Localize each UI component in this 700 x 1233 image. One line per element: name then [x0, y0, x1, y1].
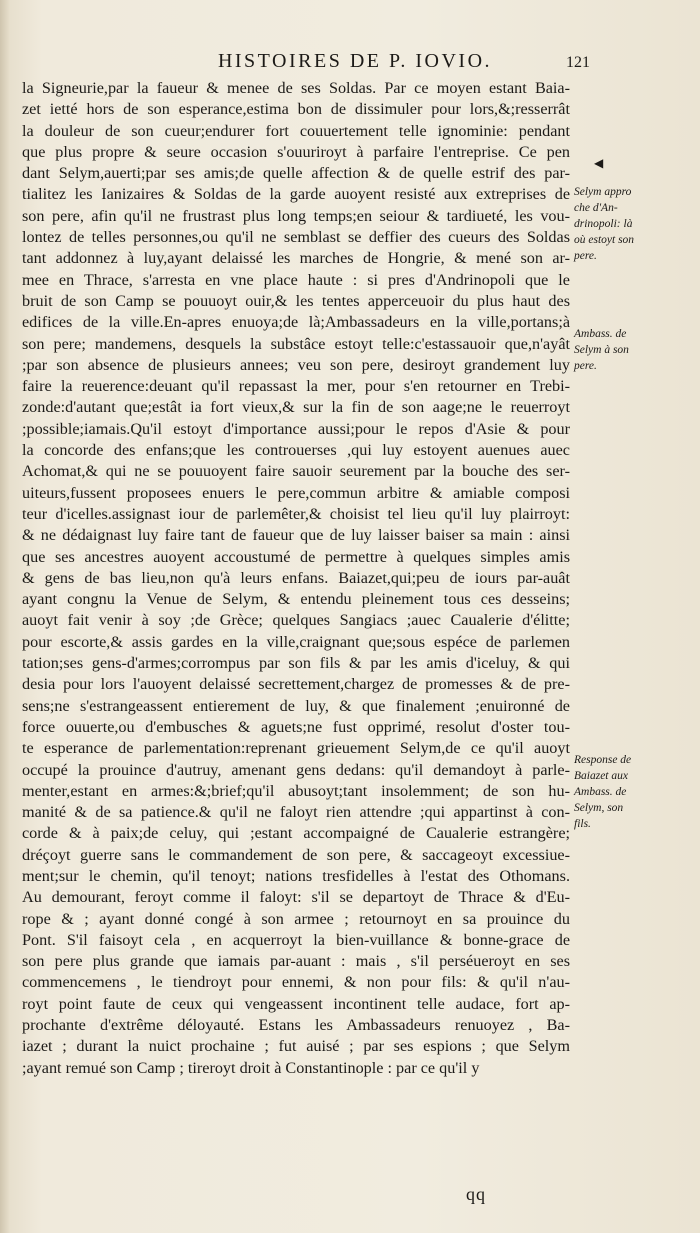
- text-line: son pere plus grande que iamais par-auant : mais , s'il perséueroyt en ses: [22, 952, 570, 971]
- margin-note-line: Response de: [574, 754, 632, 766]
- text-line: tialitez les Ianizaires & Soldas de la garde auoyent resisté aux extreprises de: [22, 185, 570, 204]
- page-number: 121: [566, 54, 590, 71]
- text-line: force ouuerte,ou d'embusches & aguets;ne fust opprimé, resolut d'oster tou-: [22, 717, 570, 736]
- text-line: lontez de telles personnes,ou qu'il ne semblast se deffier des cueurs des Soldas: [22, 228, 570, 247]
- body-text: [22, 78, 570, 1079]
- text-line: teur d'icelles.assignast iour de parlemêter,& choisist tel lieu qu'il luy plairroyt:: [22, 504, 570, 523]
- text-line: faire la reuerence:deuant qu'il repassast la mer, pour s'en retourner en Trebi-: [22, 377, 570, 396]
- text-line: ;possible;iamais.Qu'il estoyt d'importance aussi;pour le repos d'Asie & pour: [22, 419, 570, 438]
- text-line: son pere; mandemens, desquels la substâce estoyt telle:c'estassauoir que,n'ayât: [22, 334, 570, 353]
- text-line: menter,estant en armes:&;brief;qu'il abusoyt;tant insolemment; de son hu-: [22, 781, 570, 800]
- page-gutter: [0, 0, 10, 1233]
- margin-note-line: che d'An-: [574, 202, 618, 214]
- text-line: dréçoyt guerre sans le commandement de son pere, & saccageoyt excessiue-: [22, 845, 570, 864]
- text-line: son pere, afin qu'il ne frustrast plus long temps;en seiour & tardiueté, les vou-: [22, 206, 570, 225]
- text-line: la Signeurie,par la faueur & menee de ses Soldas. Par ce moyen estant Baia-: [22, 79, 570, 97]
- margin-note-response-baiazet: [574, 752, 696, 832]
- text-line: la douleur de son cueur;endurer fort couuertement telle ignominie: pendant: [22, 121, 570, 140]
- margin-note-line: pere.: [574, 250, 597, 262]
- text-line: prochante d'extrême déloyauté. Estans les Ambassadeurs renuoyez , Ba-: [22, 1016, 570, 1035]
- margin-note-line: Ambass. de: [574, 786, 627, 798]
- text-line: Pont. S'il faisoyt cela , en acquerroyt la bien-vuillance & bonne-grace de: [22, 930, 570, 949]
- text-line: ment;sur le chemin, qu'il tenoyt; nations tresfidelles à l'estat des Othomans.: [22, 866, 570, 885]
- text-line: royt point faute de ceux qui vengeassent incontinent telle audace, fort ap-: [22, 994, 570, 1013]
- text-line: que ses ancestres auoyent accoustumé de permettre à quelques simples amis: [22, 547, 570, 566]
- margin-note-line: Selym, son: [574, 802, 624, 814]
- text-line: dant Selym,auerti;par ses amis;de quelle affection & de quelle estrif des par-: [22, 164, 570, 183]
- text-line: sens;ne s'estrangeassent entierement de luy, & que finalement ;enuironné de: [22, 696, 570, 715]
- text-line: tant addonnez à luy,ayant delaissé les marches de Hongrie, & mené son ar-: [22, 249, 570, 268]
- margin-note-line: Selym à son: [574, 344, 629, 356]
- text-line: occupé la prouince d'autruy, amenant gens dedans: qu'il demandoyt à parle-: [22, 760, 570, 779]
- text-line: manité & de sa patience.& qu'il ne faloyt rien attendre ;qui appartinst à con-: [22, 803, 570, 822]
- text-line: te esperance de parlementation:reprenant grieuement Selym,de ce qu'il auoyt: [22, 739, 570, 758]
- text-line: & gens de bas lieu,non qu'à leurs enfans. Baiazet,qui;peu de iours par-auât: [22, 568, 570, 587]
- margin-note-ambassadeurs: [574, 326, 696, 374]
- margin-note-line: drinopoli: là: [574, 218, 633, 230]
- text-line: que plus propre & seure occasion s'ouuriroyt à parfaire l'entreprise. Ce pen: [22, 142, 570, 161]
- text-line: ;par son absence de plusieurs annees; veu son pere, desiroyt grandement luy: [22, 355, 570, 374]
- text-line: iazet ; durant la nuict prochaine ; fut auisé ; par ses espions ; que Selym: [22, 1037, 570, 1056]
- text-line: Au demourant, feroyt comme il faloyt: s'il se departoyt de Thrace & d'Eu-: [22, 888, 570, 907]
- margin-note-line: Selym appro: [574, 186, 632, 198]
- text-line: edifices de la ville.En-apres enuoya;de là;Ambassadeurs en la ville,portans;à: [22, 313, 570, 332]
- text-line: commencemens , le tiendroyt pour ennemi, & non pour fils: & qu'il n'au-: [22, 973, 570, 992]
- text-line: la concorde des enfans;que les controuerses ,qui luy estoyent auenues auec: [22, 441, 570, 460]
- text-line: zonde:d'autant que;estât ia fort vieux,& sur la fin de son aage;ne le reuerroyt: [22, 398, 570, 417]
- text-line: bruit de son Camp se pouuoyt ouir,& les tentes apperceuoir du plus haut des: [22, 291, 570, 310]
- text-line: ayant congnu la Venue de Selym, & entendu pleinement tous ces desseins;: [22, 590, 570, 609]
- text-line: & ne dédaignast luy faire tant de faueur que de luy laisser baiser sa main : ainsi: [22, 526, 570, 545]
- margin-note-line: Baiazet aux: [574, 770, 628, 782]
- text-line: desia pour lors l'auoyent delaissé secrettement,chargez de promesses & de pre-: [22, 675, 570, 694]
- margin-note-line: où estoyt son: [574, 234, 635, 246]
- text-line: Achomat,& qui ne se pouuoyent faire sauoir seurement par la bouche des ser-: [22, 462, 570, 481]
- text-line: pour escorte,& assis gardes en la ville,craignant que;sous espéce de parlemen: [22, 632, 570, 651]
- margin-pointer-icon: ◀: [594, 156, 604, 170]
- text-line: ;ayant remué son Camp ; tireroyt droit à Constantinople : par ce qu'il y: [22, 1058, 480, 1077]
- text-line: corde & à paix;de celuy, qui ;estant accompaigné de Caualerie estrangère;: [22, 824, 570, 843]
- signature-mark: qq: [466, 1184, 486, 1204]
- text-line: uiteurs,fussent proposees enuers le pere,commun arbitre & amiable composi: [22, 483, 570, 502]
- margin-note-line: pere.: [574, 360, 597, 372]
- text-line: zet ietté hors de son esperance,estima bon de dissimuler pour lors,&;resserrât: [22, 100, 570, 119]
- margin-note-selym-approche: [574, 184, 696, 264]
- text-line: auoyt fait venir à soy ;de Grèce; quelques Sangiacs ;auec Caualerie d'élitte;: [22, 611, 570, 630]
- text-line: rope & ; ayant donné congé à son armee ; retournoyt en sa prouince du: [22, 909, 570, 928]
- running-title: HISTOIRES DE P. IOVIO.: [217, 50, 493, 72]
- margin-note-line: Ambass. de: [574, 328, 627, 340]
- margin-note-line: fils.: [574, 818, 591, 830]
- text-line: mee en Thrace, s'arresta en vne place haute : si pres d'Andrinopoli que le: [22, 270, 570, 289]
- text-line: tation;ses gens-d'armes;corrompus par son fils & par les amis d'iceluy, & qui: [22, 654, 570, 673]
